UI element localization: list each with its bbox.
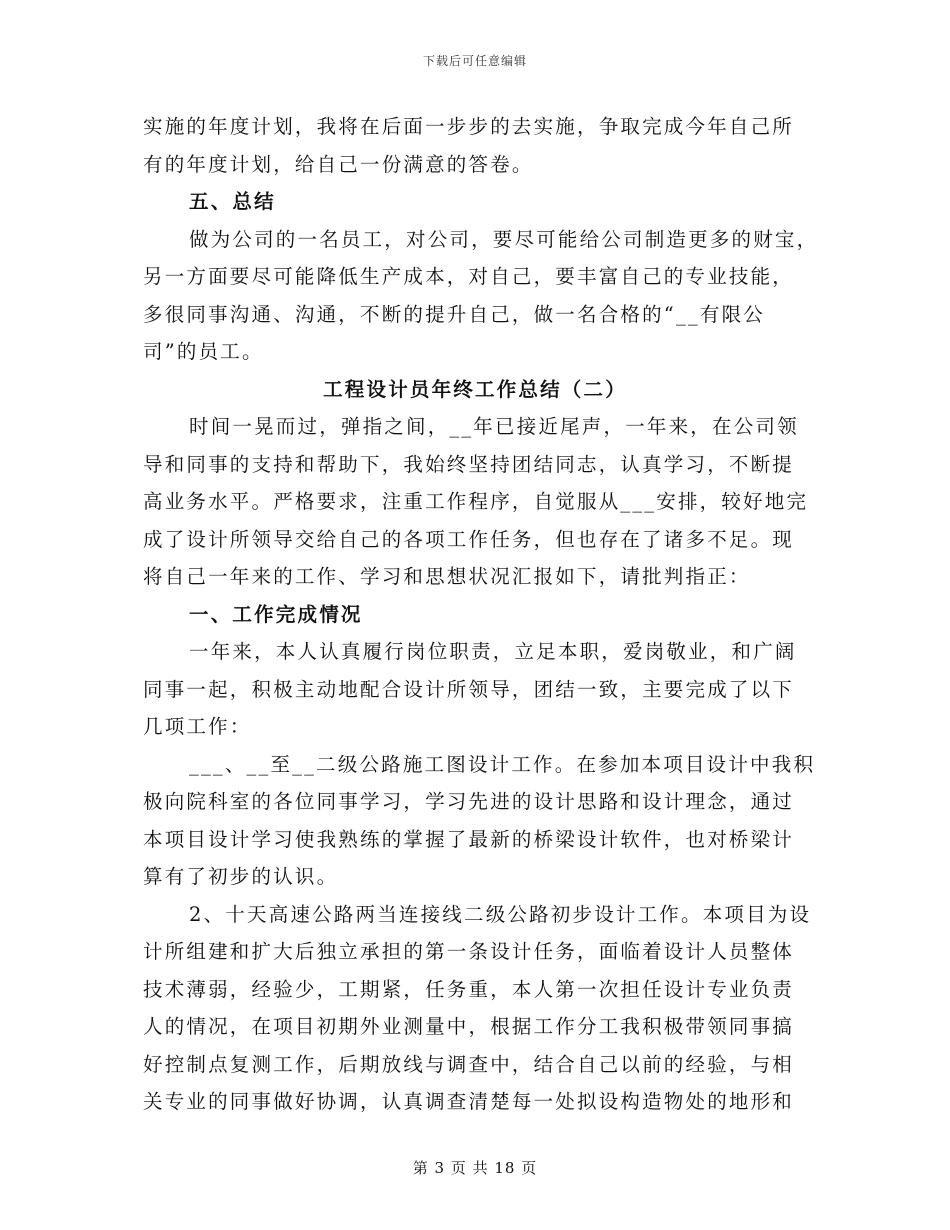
paragraph-line: 实施的年度计划，我将在后面一步步的去实施，争取完成今年自己所	[143, 115, 795, 138]
paragraph-line: ___、__至__二级公路施工图设计工作。在参加本项目设计中我积	[189, 752, 816, 776]
paragraph-line: 有的年度计划，给自己一份满意的答卷。	[143, 152, 534, 176]
paragraph-line: 几项工作：	[143, 715, 252, 738]
header-note: 下载后可任意编辑	[422, 54, 527, 68]
section-heading: 五、总结	[189, 190, 276, 213]
paragraph-line: 成了设计所领导交给自己的各项工作任务，但也存在了诸多不足。现	[143, 527, 795, 551]
paragraph-line: 时间一晃而过，弹指之间，__年已接近尾声，一年来，在公司领	[189, 415, 799, 438]
paragraph-line: 好控制点复测工作，后期放线与调查中，结合自己以前的经验，与相	[143, 1052, 795, 1076]
paragraph-line: 2、十天高速公路两当连接线二级公路初步设计工作。本项目为设	[189, 902, 812, 926]
paragraph-line: 做为公司的一名员工，对公司，要尽可能给公司制造更多的财宝，	[189, 227, 819, 251]
paragraph-line: 另一方面要尽可能降低生产成本，对自己，要丰富自己的专业技能，	[143, 265, 795, 288]
paragraph-line: 人的情况，在项目初期外业测量中，根据工作分工我积极带领同事搞	[143, 1015, 795, 1038]
document-title: 工程设计员年终工作总结（二）	[323, 377, 627, 401]
page-number-footer: 第 3 页 共 18 页	[412, 1159, 538, 1177]
paragraph-line: 一年来，本人认真履行岗位职责，立足本职，爱岗敬业，和广阔	[189, 640, 797, 663]
paragraph-line: 将自己一年来的工作、学习和思想状况汇报如下，请批判指正：	[143, 565, 751, 588]
paragraph-line: 极向院科室的各位同事学习，学习先进的设计思路和设计理念，通过	[143, 790, 795, 813]
section-heading: 一、工作完成情况	[189, 602, 363, 626]
paragraph-line: 多很同事沟通、沟通，不断的提升自己，做一名合格的“__有限公	[143, 302, 765, 326]
paragraph-line: 导和同事的支持和帮助下，我始终坚持团结同志，认真学习，不断提	[143, 452, 795, 476]
paragraph-line: 同事一起，积极主动地配合设计所领导，团结一致，主要完成了以下	[143, 677, 795, 701]
paragraph-line: 本项目设计学习使我熟练的掌握了最新的桥梁设计软件，也对桥梁计	[143, 827, 795, 851]
paragraph-line: 关专业的同事做好协调，认真调查清楚每一处拟设构造物处的地形和	[143, 1090, 795, 1113]
paragraph-line: 司”的员工。	[143, 340, 264, 363]
paragraph-line: 技术薄弱，经验少，工期紧，任务重，本人第一次担任设计专业负责	[143, 977, 795, 1001]
body-text	[143, 108, 819, 1121]
paragraph-line: 计所组建和扩大后独立承担的第一条设计任务，面临着设计人员整体	[143, 940, 795, 963]
paragraph-line: 高业务水平。严格要求，注重工作程序，自觉服从___安排，较好地完	[143, 490, 809, 513]
paragraph-line: 算有了初步的认识。	[143, 865, 339, 888]
